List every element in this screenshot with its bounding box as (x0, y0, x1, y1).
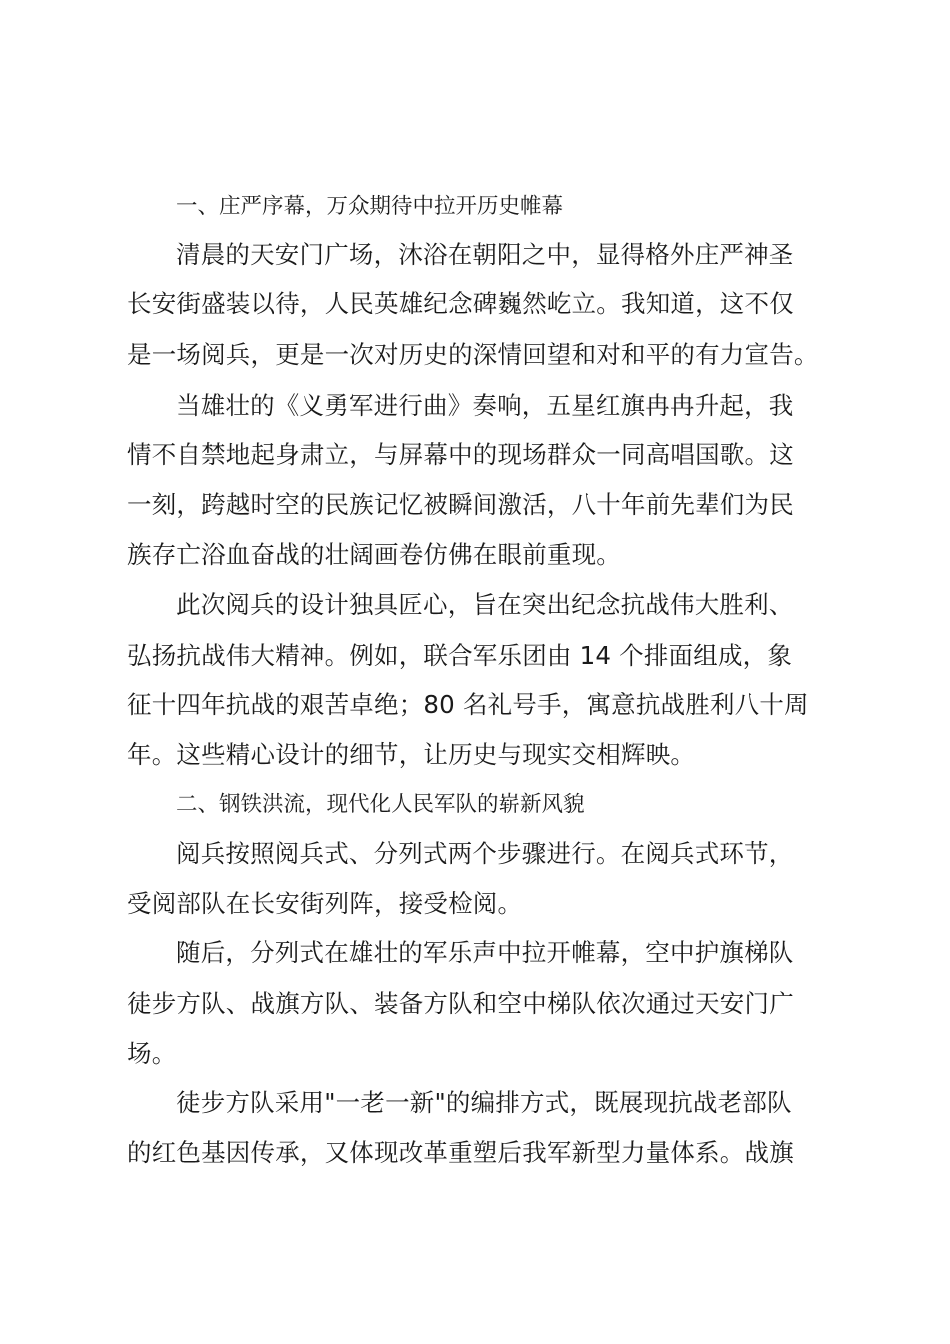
paragraph-2-line-2: 情不自禁地起身肃立，与屏幕中的现场群众一同高唱国歌。这 (127, 440, 794, 469)
section-heading-2: 二、钢铁洪流，现代化人民军队的崭新风貌 (176, 792, 585, 817)
paragraph-3-line-2: 弘扬抗战伟大精神。例如，联合军乐团由 14 个排面组成，象 (127, 641, 793, 670)
paragraph-5-line-1: 随后，分列式在雄壮的军乐声中拉开帷幕，空中护旗梯队 (176, 938, 794, 967)
paragraph-5-line-2: 徒步方队、战旗方队、装备方队和空中梯队依次通过天安门广 (127, 989, 794, 1018)
section-heading-1: 一、庄严序幕，万众期待中拉开历史帷幕 (176, 194, 564, 219)
paragraph-2-line-3: 一刻，跨越时空的民族记忆被瞬间激活，八十年前先辈们为民 (127, 490, 794, 519)
paragraph-6-line-2: 的红色基因传承，又体现改革重塑后我军新型力量体系。战旗 (127, 1138, 794, 1167)
paragraph-1-line-1: 清晨的天安门广场，沐浴在朝阳之中，显得格外庄严神圣 (176, 240, 794, 269)
paragraph-1-line-2: 长安街盛装以待，人民英雄纪念碑巍然屹立。我知道，这不仅 (127, 289, 794, 318)
paragraph-3-line-1: 此次阅兵的设计独具匠心，旨在突出纪念抗战伟大胜利、 (176, 590, 794, 619)
paragraph-6-line-1: 徒步方队采用"一老一新"的编排方式，既展现抗战老部队 (176, 1088, 792, 1117)
paragraph-4-line-1: 阅兵按照阅兵式、分列式两个步骤进行。在阅兵式环节， (176, 839, 794, 868)
paragraph-4-line-2: 受阅部队在长安街列阵，接受检阅。 (127, 889, 523, 918)
paragraph-2-line-1: 当雄壮的《义勇军进行曲》奏响，五星红旗冉冉升起，我 (176, 391, 794, 420)
paragraph-3-line-4: 年。这些精心设计的细节，让历史与现实交相辉映。 (127, 740, 696, 769)
paragraph-1-line-3: 是一场阅兵，更是一次对历史的深情回望和对和平的有力宣告。 (127, 340, 819, 369)
paragraph-5-line-3: 场。 (127, 1039, 177, 1068)
paragraph-2-line-4: 族存亡浴血奋战的壮阔画卷仿佛在眼前重现。 (127, 540, 621, 569)
paragraph-3-line-3: 征十四年抗战的艰苦卓绝；80 名礼号手，寓意抗战胜利八十周 (127, 690, 809, 719)
